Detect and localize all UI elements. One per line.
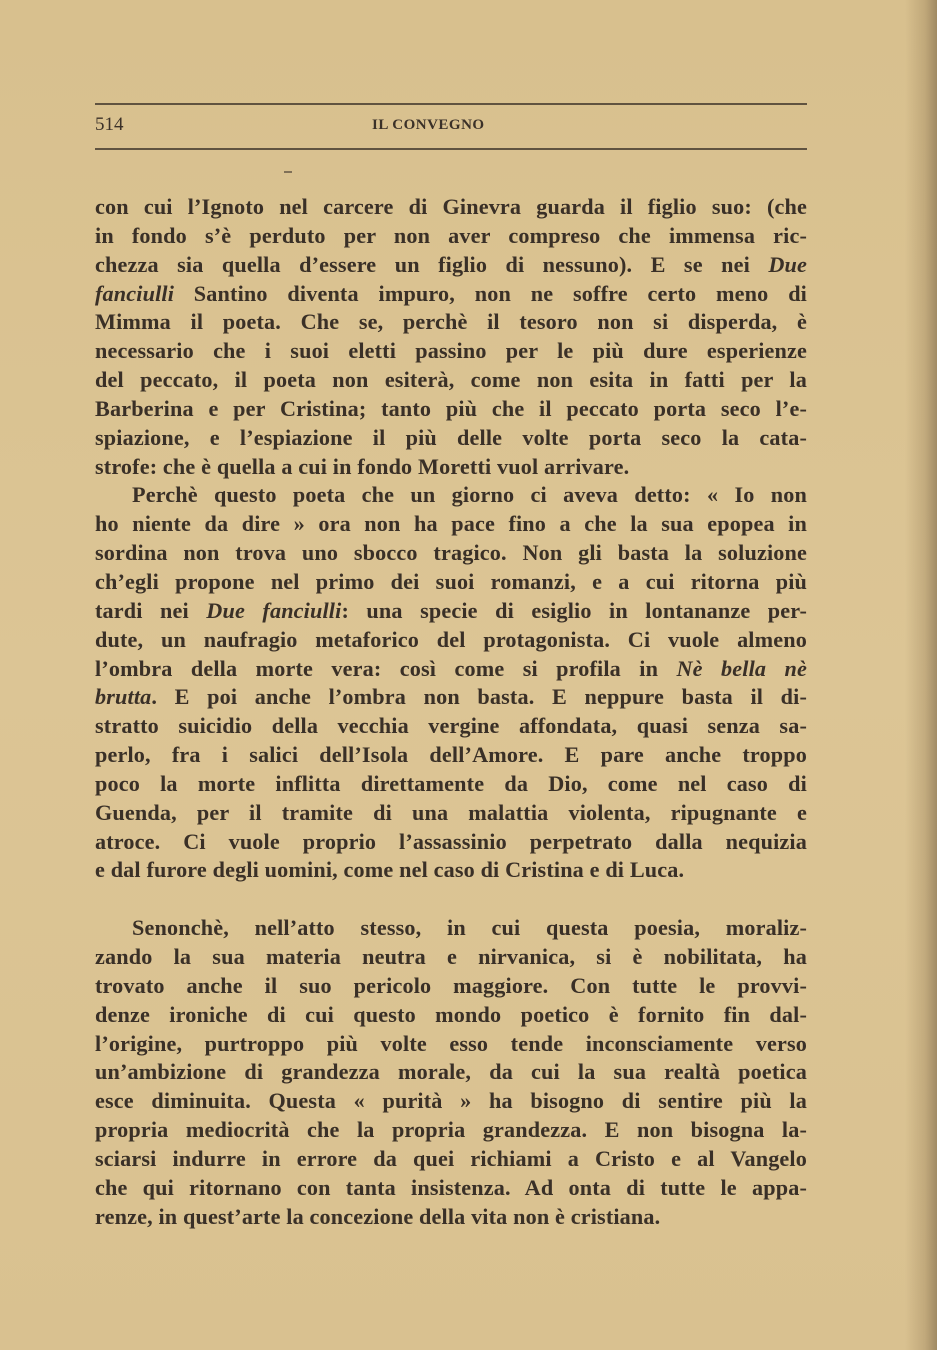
- text-line: dute, un naufragio metaforico del protagonista. Ci vuole almeno: [95, 626, 807, 652]
- text-line: Barberina e per Cristina; tanto più che il peccato porta seco l’e-: [95, 395, 807, 421]
- text-line: denze ironiche di cui questo mondo poetico è fornito fin dal-: [95, 1001, 807, 1027]
- text-line: ch’egli propone nel primo dei suoi romanzi, e a cui ritorna più: [95, 568, 807, 594]
- text-line: l’origine, purtroppo più volte esso tende inconsciamente verso: [95, 1030, 807, 1056]
- text-line: Mimma il poeta. Che se, perchè il tesoro non si disperda, è: [95, 309, 807, 335]
- text-line: spiazione, e l’espiazione il più delle volte porta seco la cata-: [95, 424, 807, 450]
- italic-title: Due: [768, 251, 807, 277]
- text-line: che qui ritornano con tanta insistenza. Ad onta di tutte le appa-: [95, 1174, 807, 1200]
- header-rule-top: [95, 103, 807, 105]
- text-line: l’ombra della morte vera: così come si profila in Nè bella nè: [95, 655, 807, 681]
- running-title: IL CONVEGNO: [372, 117, 485, 133]
- page-number: 514: [95, 114, 124, 135]
- text-line: perlo, fra i salici dell’Isola dell’Amore. E pare anche troppo: [95, 742, 807, 768]
- text-line: e dal furore degli uomini, come nel caso di Cristina e di Luca.: [95, 857, 685, 883]
- section-gap: [95, 885, 807, 914]
- text-line: Guenda, per il tramite di una malattia violenta, ripugnante e: [95, 799, 807, 825]
- text-line: propria mediocrità che la propria grandezza. E non bisogna la-: [95, 1117, 807, 1143]
- text-line: in fondo s’è perduto per non aver compreso che immensa ric-: [95, 222, 807, 248]
- text-line: del peccato, il poeta non esiterà, come non esita in fatti per la: [95, 367, 807, 393]
- text-line: atroce. Ci vuole proprio l’assassinio perpetrato dalla nequizia: [95, 828, 807, 854]
- text-line: esce diminuita. Questa « purità » ha bisogno di sentire più la: [95, 1088, 807, 1114]
- text-line: sordina non trova uno sbocco tragico. Non gli basta la soluzione: [95, 540, 807, 566]
- text-line: strofe: che è quella a cui in fondo Moretti vuol arrivare.: [95, 453, 630, 479]
- text-line: un’ambizione di grandezza morale, da cui la sua realtà poetica: [95, 1059, 807, 1085]
- text-line: ho niente da dire » ora non ha pace fino a che la sua epopea in: [95, 511, 807, 537]
- text-line: poco la morte inflitta direttamente da Dio, come nel caso di: [95, 770, 807, 796]
- text-line: Senonchè, nell’atto stesso, in cui questa poesia, moraliz-: [132, 915, 807, 941]
- text-line: Perchè questo poeta che un giorno ci aveva detto: « Io non: [132, 482, 807, 508]
- italic-title: brutta: [95, 684, 152, 710]
- italic-title: Due fanciulli: [206, 597, 342, 623]
- text-line: renze, in quest’arte la concezione della vita non è cristiana.: [95, 1203, 661, 1229]
- ink-speck: [284, 171, 292, 173]
- body-text: [95, 193, 807, 1232]
- paragraph-2: [95, 481, 807, 885]
- italic-title: fanciulli: [95, 280, 175, 306]
- text-line: stratto suicidio della vecchia vergine affondata, quasi senza sa-: [95, 713, 807, 739]
- text-line: necessario che i suoi eletti passino per le più dure esperienze: [95, 338, 807, 364]
- text-line: con cui l’Ignoto nel carcere di Ginevra guarda il figlio suo: (che: [95, 194, 807, 219]
- text-line: brutta. E poi anche l’ombra non basta. E neppure basta il di-: [95, 684, 807, 710]
- text-line: trovato anche il suo pericolo maggiore. Con tutte le provvi-: [95, 972, 807, 998]
- text-line: tardi nei Due fanciulli: una specie di esiglio in lontananze per-: [95, 597, 808, 623]
- italic-title: Nè bella nè: [676, 655, 807, 681]
- paragraph-3: [95, 914, 807, 1231]
- header-rule-bottom: [95, 148, 807, 150]
- text-line: zando la sua materia neutra e nirvanica, si è nobilitata, ha: [95, 944, 807, 970]
- text-line: fanciulli Santino diventa impuro, non ne soffre certo meno di: [95, 280, 807, 306]
- text-line: sciarsi indurre in errore da quei richiami a Cristo e al Vangelo: [95, 1146, 807, 1171]
- text-line: chezza sia quella d’essere un figlio di nessuno). E se nei Due: [95, 251, 807, 277]
- paragraph-1: [95, 193, 807, 481]
